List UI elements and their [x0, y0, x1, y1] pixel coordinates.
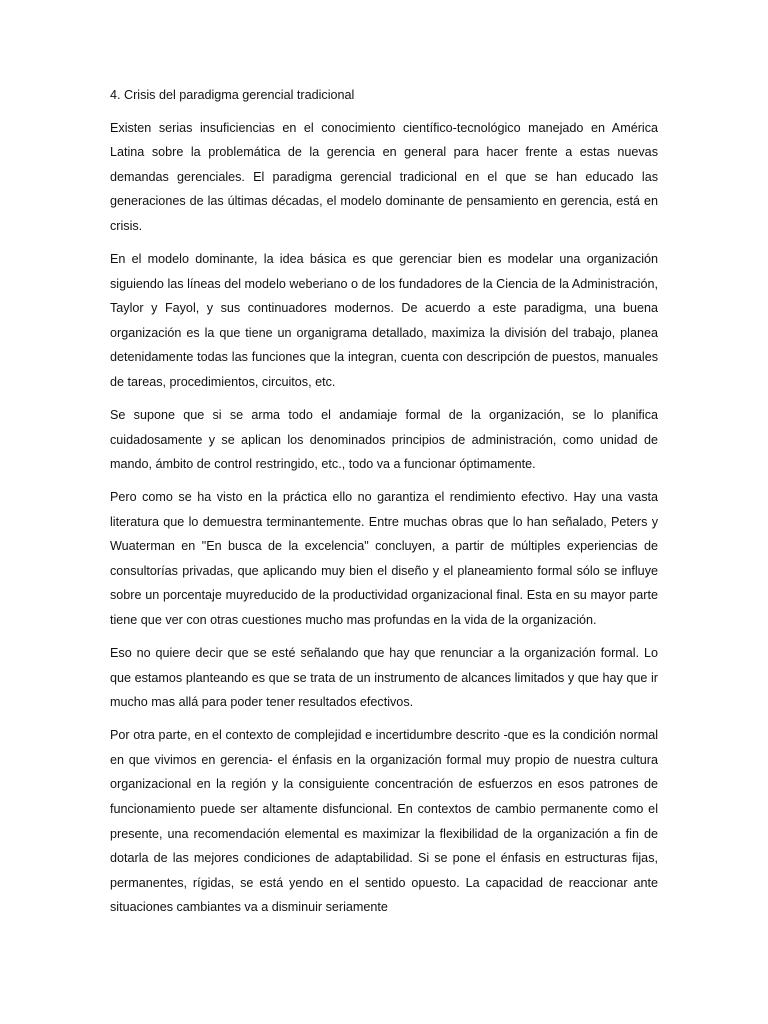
paragraph-3: Se supone que si se arma todo el andamiaje formal de la organización, se lo planifica cuidadosamente y se aplican los denominados principios de administración, como unidad de mando, ámbito de control restringido, etc., todo va a funcionar óptimamente. — [110, 407, 658, 472]
paragraph-2: En el modelo dominante, la idea básica es que gerenciar bien es modelar una organización siguiendo las líneas del modelo weberiano o de los fundadores de la Ciencia de la Administración, Taylor y Fayol, y sus continuadores modernos. De acuerdo a este paradigma, una buena organización es la que tiene un organigrama detallado, maximiza la división del trabajo, planea detenidamente todas las funciones que la integran, cuenta con descripción de puestos, manuales de tareas, procedimientos, circuitos, etc. — [110, 251, 658, 389]
document-body — [110, 83, 658, 928]
paragraph-1: Existen serias insuficiencias en el conocimiento científico-tecnológico manejado en América Latina sobre la problemática de la gerencia en general para hacer frente a estas nuevas demandas gerenciales. El paradigma gerencial tradicional en el que se han educado las generaciones de las últimas décadas, el modelo dominante de pensamiento en gerencia, está en crisis. — [110, 120, 658, 233]
paragraph-6: Por otra parte, en el contexto de complejidad e incertidumbre descrito -que es la condición normal en que vivimos en gerencia- el énfasis en la organización formal muy propio de nuestra cultura organizacional en la región y la consiguiente concentración de esfuerzos en esos patrones de funcionamiento puede ser altamente disfuncional. En contextos de cambio permanente como el presente, una recomendación elemental es maximizar la flexibilidad de la organización a fin de dotarla de las mejores condiciones de adaptabilidad. Si se pone el énfasis en estructuras fijas, permanentes, rígidas, se está yendo en el sentido opuesto. La capacidad de reaccionar ante situaciones cambiantes va a disminuir seriamente — [110, 728, 658, 915]
paragraph-5: Eso no quiere decir que se esté señalando que hay que renunciar a la organización formal. Lo que estamos planteando es que se trata de un instrumento de alcances limitados y que hay que ir mucho mas allá para poder tener resultados efectivos. — [110, 646, 658, 710]
section-heading: 4. Crisis del paradigma gerencial tradicional — [110, 88, 355, 102]
paragraph-4: Pero como se ha visto en la práctica ello no garantiza el rendimiento efectivo. Hay una vasta literatura que lo demuestra terminantemente. Entre muchas obras que lo han señalado, Peters y Wuaterman en "En busca de la excelencia" concluyen, a partir de múltiples experiencias de consultorías privadas, que aplicando muy bien el diseño y el planeamiento formal sólo se influye sobre un porcentaje muyreducido de la productividad organizacional final. Esta en su mayor parte tiene que ver con otras cuestiones mucho mas profundas en la vida de la organización. — [110, 490, 658, 628]
